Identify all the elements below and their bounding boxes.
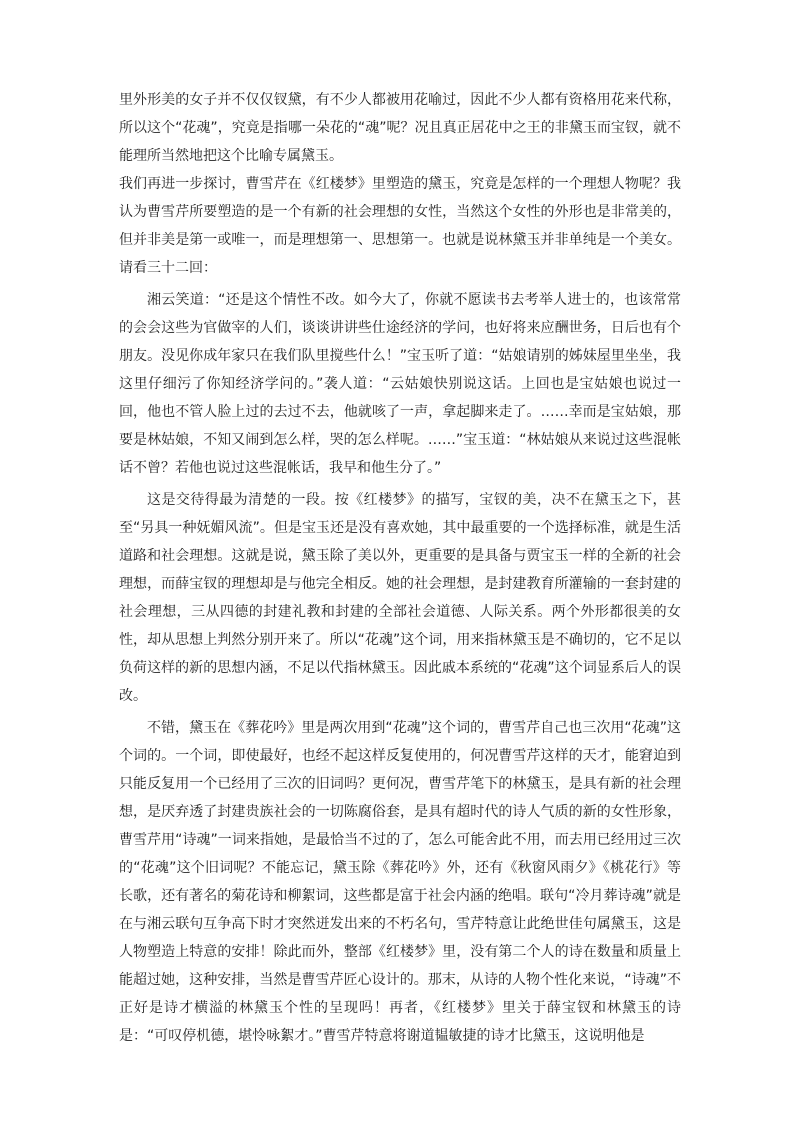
paragraph-5: 不错，黛玉在《葬花吟》里是两次用到“花魂”这个词的，曹雪芹自己也三次用“花魂”这个词的。一个词，即使最好，也经不起这样反复使用的，何况曹雪芹这样的天才，能窘迫到只能反复用一个已经用了三次的旧词吗？更何况，曹雪芹笔下的林黛玉，是具有新的社会理想，是厌弃透了封建贵族社会的一切陈腐俗套，是具有超时代的诗人气质的新的女性形象，曹雪芹用“诗魂”一词来指她，是最恰当不过的了，怎么可能舍此不用，而去用已经用过三次的“花魂”这个旧词呢？不能忘记，黛玉除《葬花吟》外，还有《秋窗风雨夕》《桃花行》等长歌，还有著名的菊花诗和柳絮词，这些都是富于社会内涵的绝唱。联句“冷月葬诗魂”就是在与湘云联句互争高下时才突然迸发出来的不朽名句，雪芹特意让此绝世佳句属黛玉，这是人物塑造上特意的安排！除此而外，整部《红楼梦》里，没有第二个人的诗在数量和质量上能超过她，这种安排，当然是曹雪芹匠心设计的。那末，从诗的人物个性化来说，“诗魂”不正好是诗才横溢的林黛玉个性的呈现吗！再者，《红楼梦》里关于薛宝钗和林黛玉的诗是：“可叹停机德，堪怜咏絮才。”曹雪芹特意将谢道韫敏捷的诗才比黛玉，这说明他是 — [119, 720, 681, 1044]
paragraph-2: 我们再进一步探讨，曹雪芹在《红楼梦》里塑造的黛玉，究竟是怎样的一个理想人物呢？我认为曹雪芹所要塑造的是一个有新的社会理想的女性，当然这个女性的外形也是非常美的，但并非美是第一或唯一，而是理想第一、思想第一。也就是说林黛玉并非单纯是一个美女。请看三十二回： — [119, 176, 681, 276]
paragraph-4: 这是交待得最为清楚的一段。按《红楼梦》的描写，宝钗的美，决不在黛玉之下，甚至“另具一种妩媚风流”。但是宝玉还是没有喜欢她，其中最重要的一个选择标准，就是生活道路和社会理想。这就是说，黛玉除了美以外，更重要的是具备与贾宝玉一样的全新的社会理想，而薛宝钗的理想却是与他完全相反。她的社会理想，是封建教育所灌输的一套封建的社会理想，三从四德的封建礼教和封建的全部社会道德、人际关系。两个外形都很美的女性，却从思想上判然分别开来了。所以“花魂”这个词，用来指林黛玉是不确切的，它不足以负荷这样的新的思想内涵，不足以代指林黛玉。因此戚本系统的“花魂”这个词显系后人的误改。 — [119, 492, 681, 704]
body-text — [119, 86, 681, 1050]
quoted-passage: 湘云笑道：“还是这个情性不改。如今大了，你就不愿读书去考举人进士的，也该常常的会会这些为官做宰的人们，谈谈讲讲些仕途经济的学问，也好将来应酬世务，日后也有个朋友。没见你成年家只在我们队里搅些什么！”宝玉听了道：“姑娘请别的姊妹屋里坐坐，我这里仔细污了你知经济学问的。”袭人道：“云姑娘快别说这话。上回也是宝姑娘也说过一回，他也不管人脸上过的去过不去，他就咳了一声，拿起脚来走了。……幸而是宝姑娘，那要是林姑娘，不知又闹到怎么样，哭的怎么样呢。……”宝玉道：“林姑娘从来说过这些混帐话不曾？若他也说过这些混帐话，我早和他生分了。” — [119, 292, 681, 476]
paragraph-1: 里外形美的女子并不仅仅钗黛，有不少人都被用花喻过，因此不少人都有资格用花来代称，所以这个“花魂”，究竟是指哪一朵花的“魂”呢？况且真正居花中之王的非黛玉而宝钗，就不能理所当然地把这个比喻专属黛玉。 — [119, 92, 681, 164]
